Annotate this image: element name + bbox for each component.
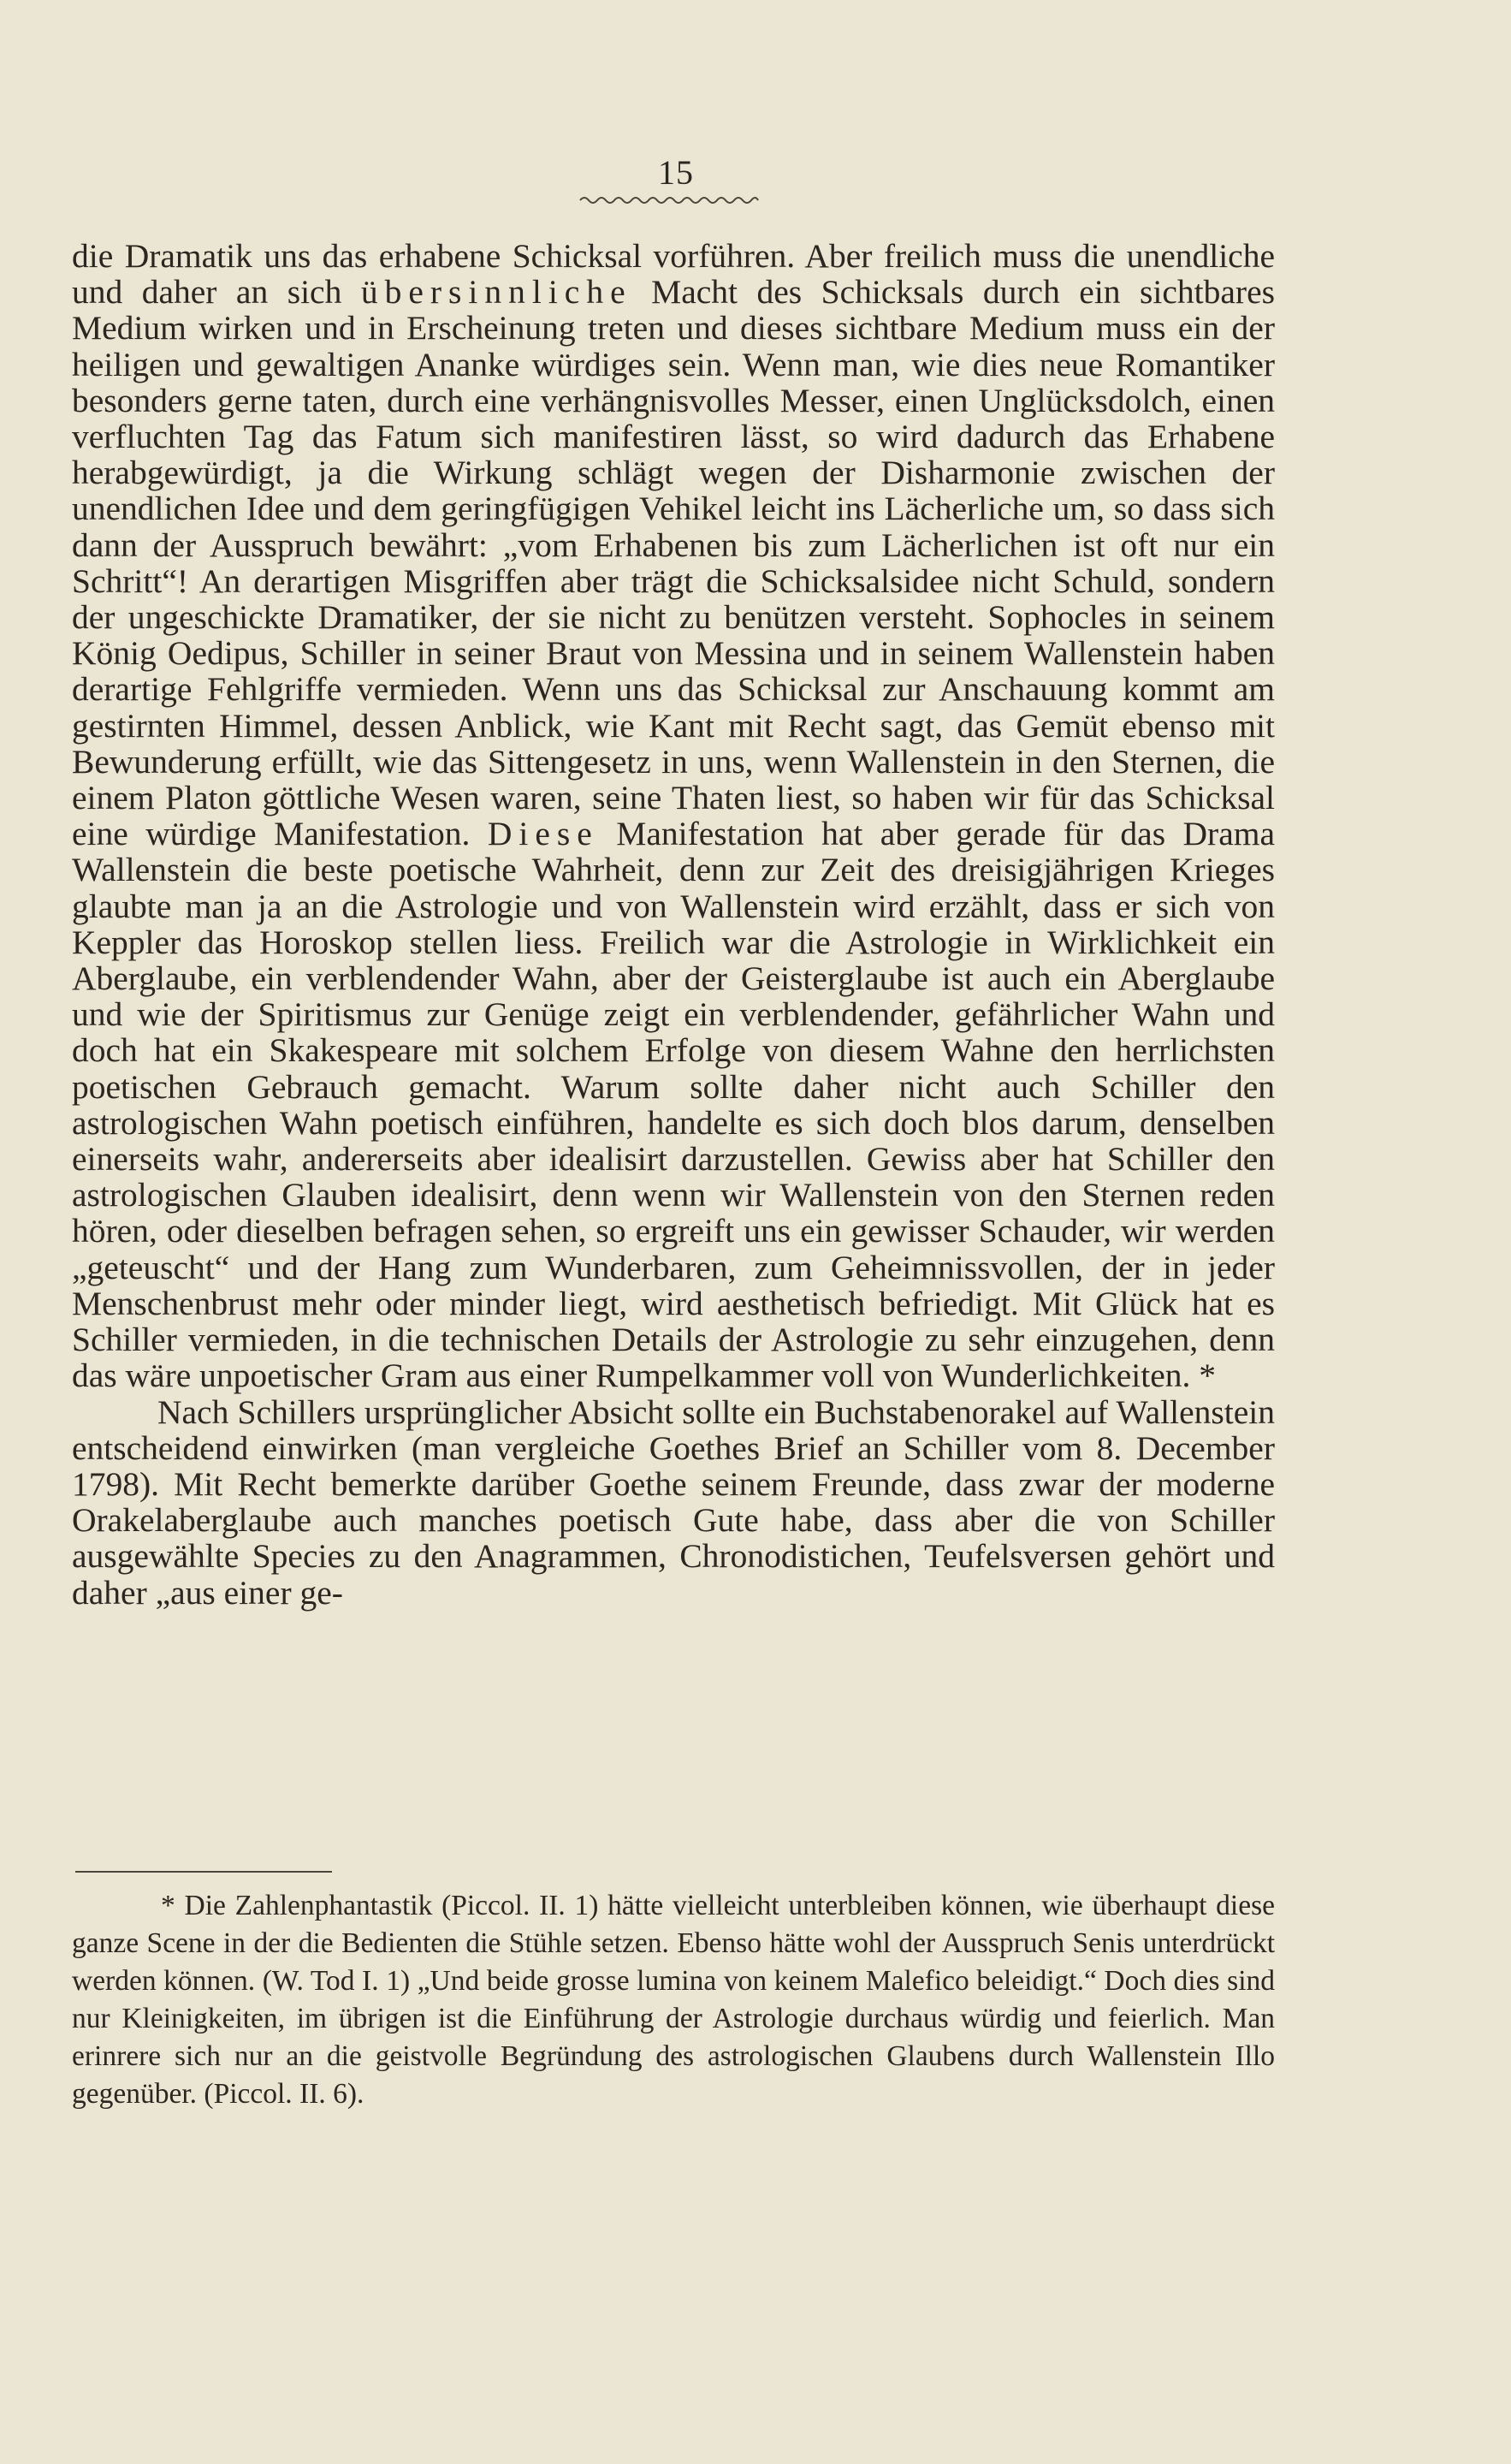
emphasized-word: übersinnliche	[360, 273, 632, 312]
paragraph-1-part-a: die Dramatik uns das erhabene Schicksal vorführen. Aber freilich muss die unendliche und daher an sich	[72, 237, 1275, 312]
footnote-rule	[75, 1871, 332, 1873]
emphasized-word: Diese	[487, 815, 599, 853]
wavy-ornament	[578, 193, 760, 207]
page-number: 15	[658, 153, 694, 192]
footnote: * Die Zahlenphantastik (Piccol. II. 1) hätte vielleicht unterbleiben können, wie überhaupt diese ganze Scene in der die Bedienten die Stühle setzen. Ebenso hätte wohl der Ausspruch Senis unterdrückt werden können. (W. Tod I. 1) „Und beide grosse lumina von keinem Malefico beleidigt.“ Doch dies sind nur Kleinigkeiten, im übrigen ist die Einführung der Astrologie durchaus würdig und feierlich. Man erinrere sich nur an die geistvolle Begründung des astrologischen Glaubens durch Wallenstein Illo gegenüber. (Piccol. II. 6).	[72, 1890, 1275, 2110]
paragraph-2: Nach Schillers ursprünglicher Absicht sollte ein Buchstabenorakel auf Wallenstein entscheidend einwirken (man vergleiche Goethes Brief an Schiller vom 8. December 1798). Mit Recht bemerkte darüber Goethe seinem Freunde, dass zwar der moderne Orakelaberglaube auch manches poetisch Gute habe, dass aber die von Schiller ausgewählte Species zu den Anagrammen, Chronodistichen, Teufelsversen gehört und daher „aus einer ge-	[72, 1392, 1275, 1612]
paragraph-1-part-b: Macht des Schicksals durch ein sichtbares Medium wirken und in Erscheinung treten und dieses sichtbare Medium muss ein der heiligen und gewaltigen Ananke würdiges sein. Wenn man, wie dies neue Romantiker besonders gerne taten, durch eine verhängnisvolles Messer, einen Unglücksdolch, einen verfluchten Tag das Fatum sich manifestiren lässt, so wird dadurch das Erhabene herabgewürdigt, ja die Wirkung schlägt wegen der Disharmonie zwischen der unendlichen Idee und dem geringfügigen Vehikel leicht ins Lächerliche um, so dass sich dann der Ausspruch bewährt: „vom Erhabenen bis zum Lächerlichen ist oft nur ein Schritt“! An derartigen Misgriffen aber trägt die Schicksalsidee nicht Schuld, sondern der ungeschickte Dramatiker, der sie nicht zu benützen versteht. Sophocles in seinem König Oedipus, Schiller in seiner Braut von Messina und in seinem Wallenstein haben derartige Fehlgriffe vermieden. Wenn uns das Schicksal zur Anschauung kommt am gestirnten Himmel, dessen Anblick, wie Kant mit Recht sagt, das Gemüt ebenso mit Bewunderung erfüllt, wie das Sittengesetz in uns, wenn Wallenstein in den Sternen, die einem Platon göttliche Wesen waren, seine Thaten liest, so haben wir für das Schicksal eine würdige Manifestation.	[72, 273, 1275, 853]
paragraph-1	[72, 238, 1275, 1394]
paragraph-1-part-c: Manifestation hat aber gerade für das Drama Wallenstein die beste poetische Wahrheit, denn zur Zeit des dreisigjährigen Krieges glaubte man ja an die Astrologie und von Wallenstein wird erzählt, dass er sich von Keppler das Horoskop stellen liess. Freilich war die Astrologie in Wirklichkeit ein Aberglaube, ein verblendender Wahn, aber der Geisterglaube ist auch ein Aberglaube und wie der Spiritismus zur Genüge zeigt ein verblendender, gefährlicher Wahn und doch hat ein Skakespeare mit solchem Erfolge von diesem Wahne den herrlichsten poetischen Gebrauch gemacht. Warum sollte daher nicht auch Schiller den astrologischen Wahn poetisch einführen, handelte es sich doch blos darum, denselben einerseits wahr, andererseits aber idealisirt darzustellen. Gewiss aber hat Schiller den astrologischen Glauben idealisirt, denn wenn wir Wallenstein von den Sternen reden hören, oder dieselben befragen sehen, so ergreift uns ein gewisser Schauder, wir werden „geteuscht“ und der Hang zum Wunderbaren, zum Geheimnissvollen, der in jeder Menschenbrust mehr oder minder liegt, wird aesthetisch befriedigt. Mit Glück hat es Schiller vermieden, in die technischen Details der Astrologie zu sehr einzugehen, denn das wäre unpoetischer Gram aus einer Rumpelkammer voll von Wunderlichkeiten. *	[72, 815, 1276, 1395]
main-text	[72, 238, 1275, 1611]
